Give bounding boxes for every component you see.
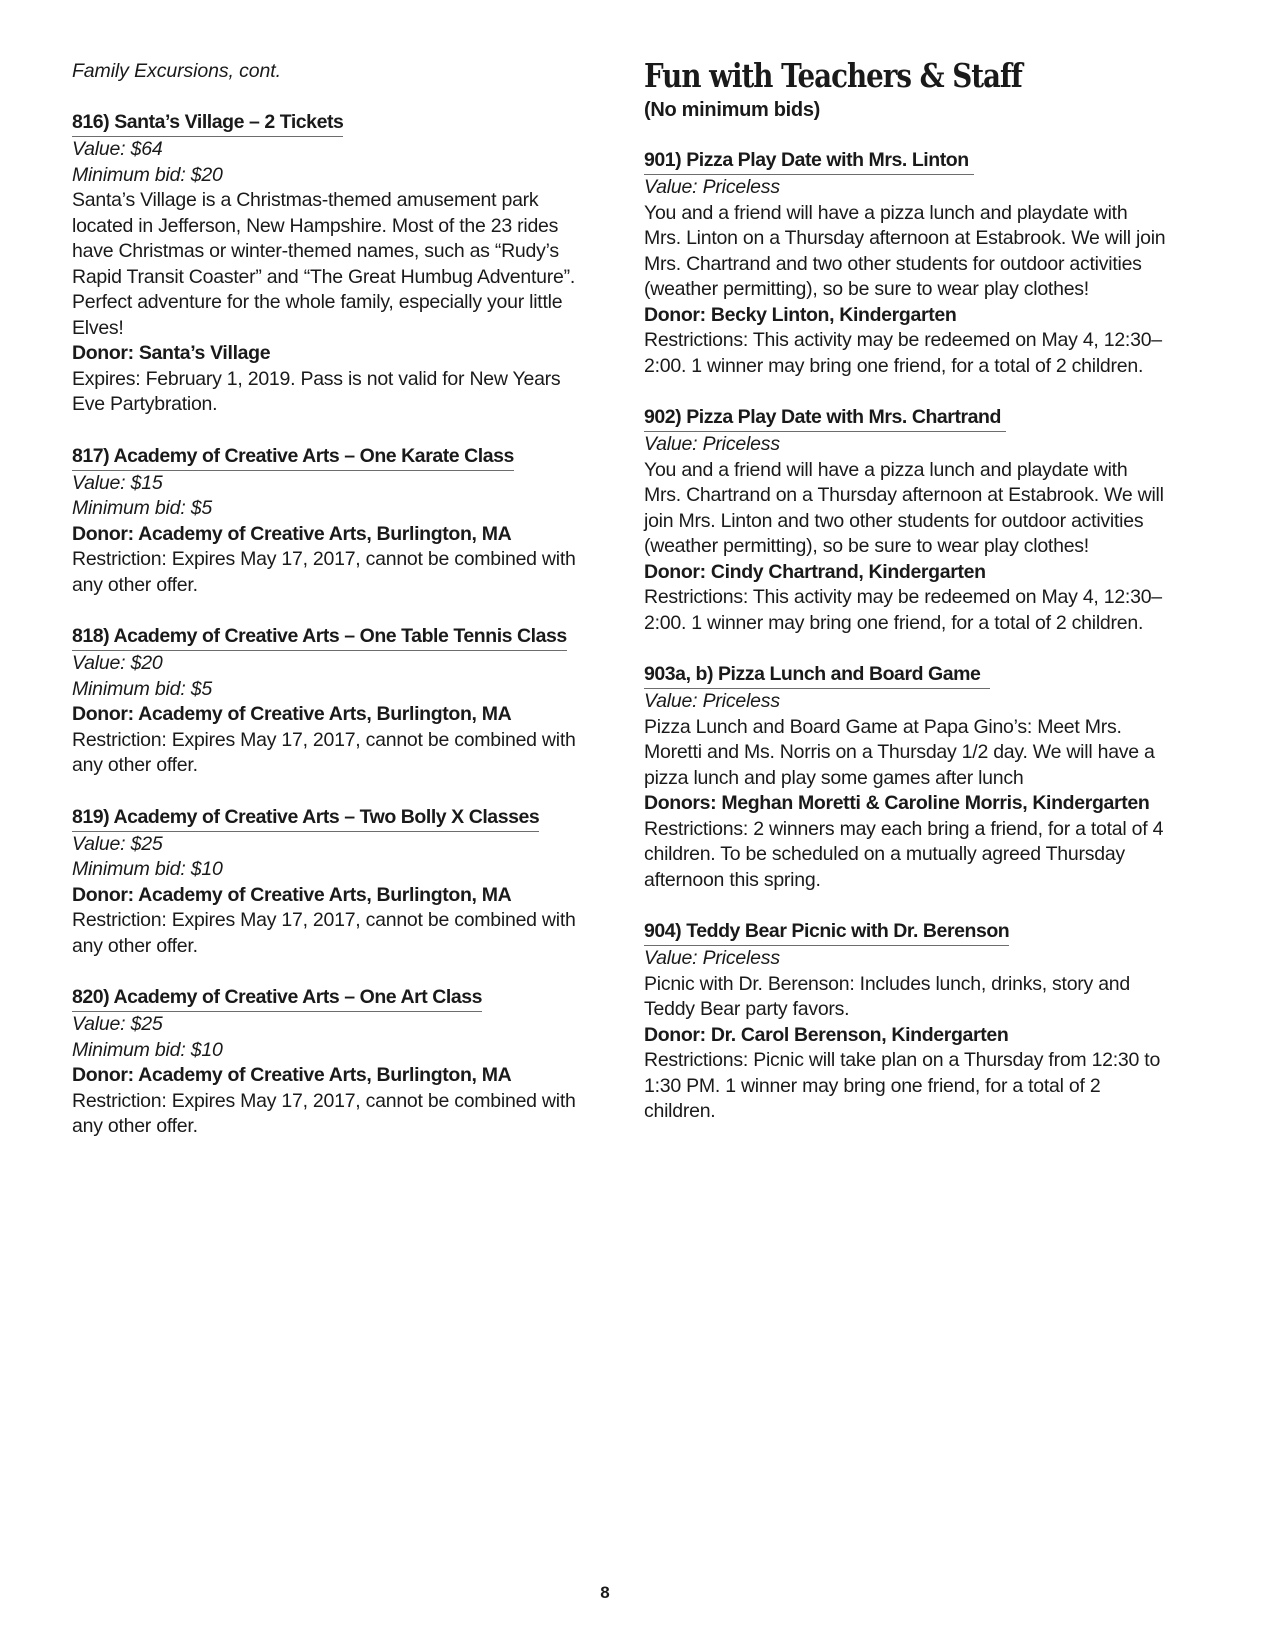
lot-description: Santa’s Village is a Christmas-themed amusement park located in Jefferson, New Hampshire. Most of the 23 rides have Christmas or winter-themed names, such as “Rudy’s Rapid Transit Coaster” and “The Great Humbug Adventure”. Perfect adventure for the whole family, especially your little Elves! bbox=[72, 189, 575, 339]
continuation-note: Family Excursions, cont. bbox=[72, 60, 281, 82]
lot-item bbox=[72, 624, 596, 779]
lot-item bbox=[644, 662, 1168, 893]
lot-description: You and a friend will have a pizza lunch and playdate with Mrs. Linton on a Thursday afternoon at Estabrook. We will join Mrs. Chartrand and two other students for outdoor activities (weather permitting), so be sure to wear play clothes! bbox=[644, 201, 1166, 300]
lot-restriction: Restrictions: This activity may be redeemed on May 4, 12:30–2:00. 1 winner may bring one friend, for a total of 2 children. bbox=[644, 586, 1162, 634]
lot-title: 902) Pizza Play Date with Mrs. Chartrand bbox=[644, 405, 1006, 432]
lot-donor: Donor: Becky Linton, Kindergarten bbox=[644, 303, 957, 326]
lot-minimum-bid: Minimum bid: $10 bbox=[72, 858, 223, 880]
lot-title: 903a, b) Pizza Lunch and Board Game bbox=[644, 662, 990, 689]
lot-title: 904) Teddy Bear Picnic with Dr. Berenson bbox=[644, 919, 1009, 946]
lot-minimum-bid: Minimum bid: $20 bbox=[72, 163, 223, 186]
lot-title: 817) Academy of Creative Arts – One Karate Class bbox=[72, 444, 514, 471]
lot-item bbox=[72, 805, 596, 960]
lot-donor: Donor: Academy of Creative Arts, Burlington, MA bbox=[72, 883, 512, 906]
lot-restriction: Restriction: Expires May 17, 2017, cannot be combined with any other offer. bbox=[72, 909, 576, 957]
lot-donor: Donor: Academy of Creative Arts, Burlington, MA bbox=[72, 522, 512, 545]
lot-restriction: Restriction: Expires May 17, 2017, cannot be combined with any other offer. bbox=[72, 548, 576, 596]
section-title: Fun with Teachers & Staff bbox=[644, 56, 1022, 95]
lot-value: Value: Priceless bbox=[644, 176, 780, 198]
lot-value: Value: $25 bbox=[72, 1013, 163, 1035]
page-number: 8 bbox=[600, 1583, 610, 1602]
lot-item bbox=[72, 110, 596, 418]
lot-item bbox=[644, 405, 1168, 636]
lot-item bbox=[644, 148, 1168, 379]
lot-title: 816) Santa’s Village – 2 Tickets bbox=[72, 110, 343, 137]
lot-donor: Donors: Meghan Moretti & Caroline Morris, Kindergarten bbox=[644, 792, 1150, 814]
lot-donor: Donor: Academy of Creative Arts, Burlington, MA bbox=[72, 1064, 512, 1086]
lot-item bbox=[72, 985, 596, 1140]
lot-item bbox=[72, 444, 596, 599]
lot-minimum-bid: Minimum bid: $10 bbox=[72, 1038, 223, 1061]
section-header bbox=[644, 58, 1168, 122]
lot-value: Value: $20 bbox=[72, 652, 163, 674]
two-column-layout bbox=[72, 58, 1192, 1140]
lot-donor: Donor: Santa’s Village bbox=[72, 342, 271, 364]
lot-donor: Donor: Cindy Chartrand, Kindergarten bbox=[644, 560, 986, 583]
lot-restriction: Restrictions: 2 winners may each bring a friend, for a total of 4 children. To be scheduled on a mutually agreed Thursday afternoon this spring. bbox=[644, 817, 1164, 891]
section-subtitle: (No minimum bids) bbox=[644, 99, 821, 121]
lot-title: 901) Pizza Play Date with Mrs. Linton bbox=[644, 148, 974, 175]
lot-title: 819) Academy of Creative Arts – Two Bolly X Classes bbox=[72, 805, 539, 832]
lot-restriction: Restrictions: Picnic will take plan on a Thursday from 12:30 to 1:30 PM. 1 winner may bring one friend, for a total of 2 children. bbox=[644, 1049, 1161, 1122]
lot-minimum-bid: Minimum bid: $5 bbox=[72, 497, 213, 519]
lot-title: 818) Academy of Creative Arts – One Table Tennis Class bbox=[72, 624, 567, 651]
lot-value: Value: $64 bbox=[72, 138, 163, 160]
lot-value: Value: $15 bbox=[72, 471, 163, 494]
lot-restriction: Restriction: Expires May 17, 2017, cannot be combined with any other offer. bbox=[72, 1089, 576, 1137]
lot-restriction: Expires: February 1, 2019. Pass is not valid for New Years Eve Partybration. bbox=[72, 367, 561, 415]
lot-value: Value: $25 bbox=[72, 832, 163, 855]
lot-title: 820) Academy of Creative Arts – One Art Class bbox=[72, 985, 482, 1012]
lot-restriction: Restrictions: This activity may be redeemed on May 4, 12:30–2:00. 1 winner may bring one friend, for a total of 2 children. bbox=[644, 329, 1162, 377]
lot-item bbox=[644, 919, 1168, 1125]
right-column bbox=[644, 58, 1168, 1125]
lot-description: Picnic with Dr. Berenson: Includes lunch, drinks, story and Teddy Bear party favors. bbox=[644, 972, 1130, 1020]
lot-value: Value: Priceless bbox=[644, 690, 780, 712]
lot-minimum-bid: Minimum bid: $5 bbox=[72, 677, 213, 700]
lot-description: Pizza Lunch and Board Game at Papa Gino’s: Meet Mrs. Moretti and Ms. Norris on a Thursday 1/2 day. We will have a pizza lunch and play some games after lunch bbox=[644, 715, 1155, 789]
lot-value: Value: Priceless bbox=[644, 947, 780, 969]
lot-donor: Donor: Dr. Carol Berenson, Kindergarten bbox=[644, 1023, 1009, 1046]
lot-restriction: Restriction: Expires May 17, 2017, cannot be combined with any other offer. bbox=[72, 728, 576, 776]
lot-description: You and a friend will have a pizza lunch and playdate with Mrs. Chartrand on a Thursday afternoon at Estabrook. We will join Mrs. Linton and two other students for outdoor activities (weather permitting), so be sure to wear play clothes! bbox=[644, 458, 1164, 557]
lot-value: Value: Priceless bbox=[644, 433, 780, 455]
lot-donor: Donor: Academy of Creative Arts, Burlington, MA bbox=[72, 703, 512, 725]
left-column bbox=[72, 58, 596, 1140]
